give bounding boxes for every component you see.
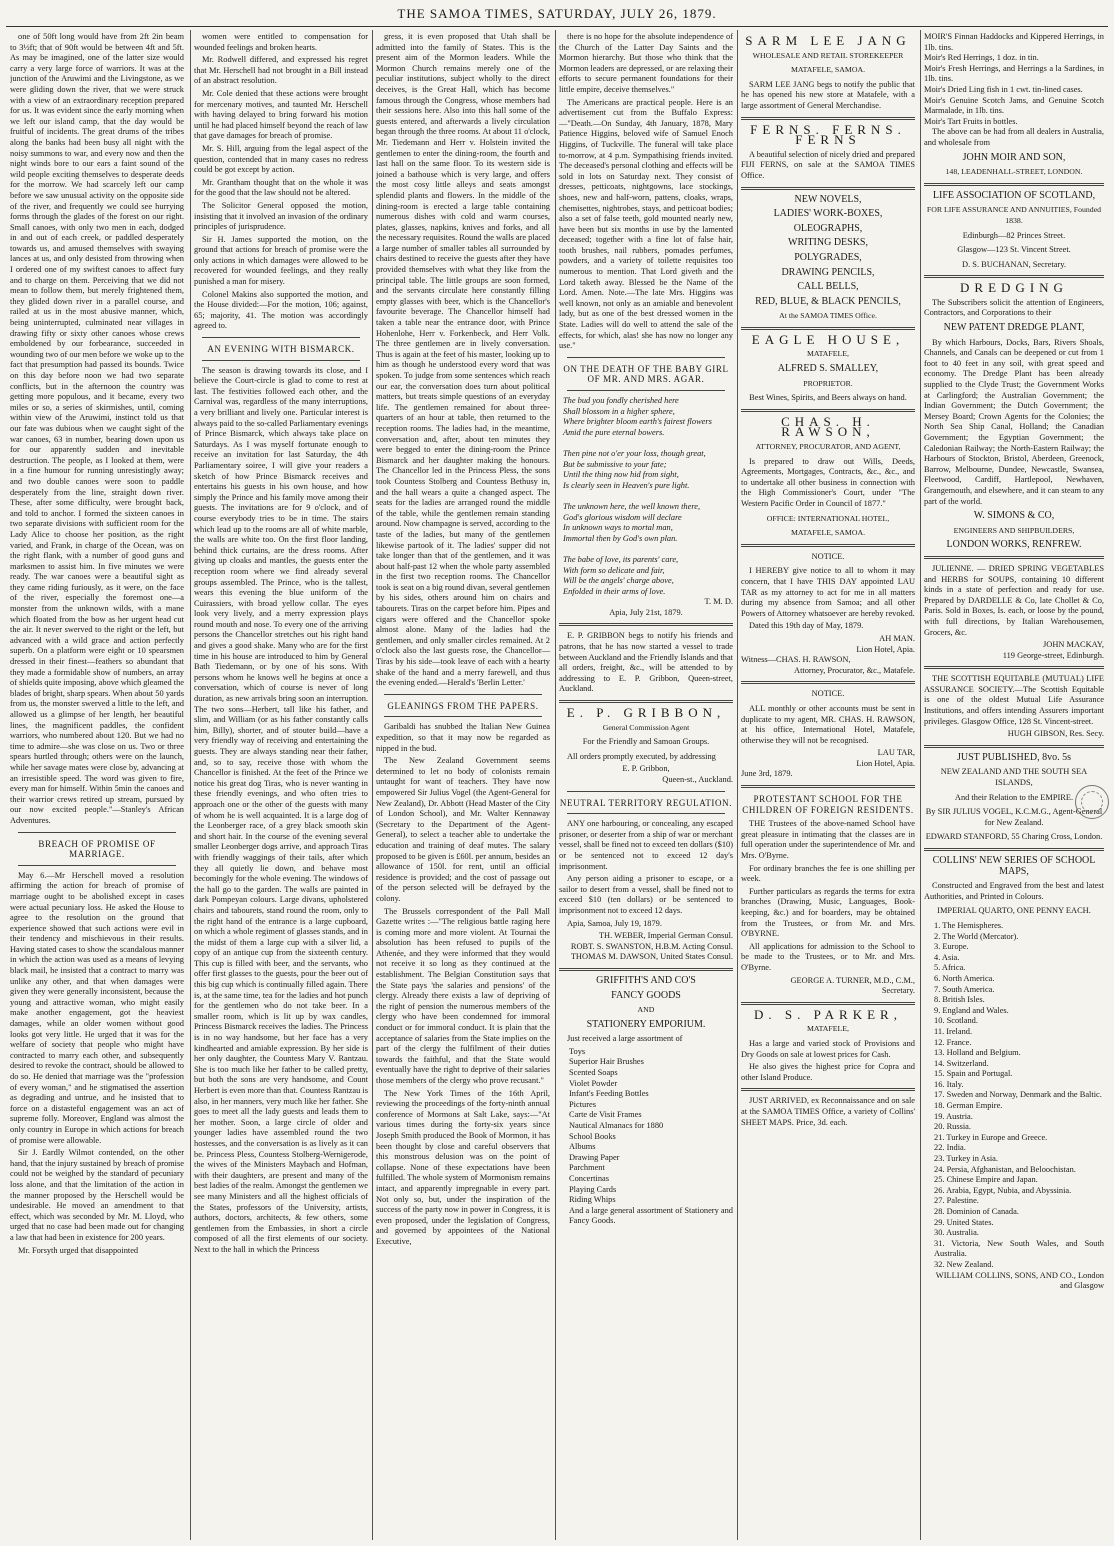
list-item: 20. Russia. xyxy=(934,1122,971,1132)
list-item xyxy=(563,491,733,502)
julienne-sig2: 119 George-street, Edinburgh. xyxy=(1002,650,1104,660)
list-item: Violet Powder xyxy=(569,1078,618,1088)
list-item: 6. North America. xyxy=(934,973,995,983)
list-item: 18. German Empire. xyxy=(934,1101,1003,1111)
list-item: 11. Ireland. xyxy=(934,1026,973,1036)
list-item: Riding Whips xyxy=(569,1195,616,1205)
column-2 xyxy=(194,32,368,1538)
separator xyxy=(384,716,542,717)
list-item: Moir's Red Herrings, 1 doz. in tin. xyxy=(924,53,1039,63)
list-item: 31. Victoria, New South Wales, and South Australia. xyxy=(934,1238,1104,1259)
separator xyxy=(741,681,915,684)
school-head: PROTESTANT SCHOOL FOR THE CHILDREN OF FOREIGN RESIDENTS. xyxy=(742,794,914,815)
griffith-sub2: STATIONERY EMPORIUM. xyxy=(586,1018,706,1030)
rawson-place: MATAFELE, SAMOA. xyxy=(790,528,866,538)
notice1-body: I HEREBY give notice to all to whom it may concern, that I have THIS DAY appointed LAU TAR as my attorney to act for me in all matters during my absence from Samoa; and all other Powers of Attorney whatsoever are hereby revoked. xyxy=(741,566,915,618)
griffith-title: GRIFFITH'S AND CO'S xyxy=(596,974,696,986)
list-item: 19. Austria. xyxy=(934,1111,973,1121)
list-item: 22. India. xyxy=(934,1143,966,1153)
paragraph: Sir J. Eardly Wilmot contended, on the other hand, that the injury sustained by breach of promise could not be weighed by the standard of pecuniary loss alone, and that the limitation of the action in the manner proposed by the Herschell would be undesirable. He moved an amendment to that effect, which was seconded by Mr. M. Lloyd, who urged that no case had been made out for changing a law that had been in existence for 200 years. xyxy=(10,1148,184,1242)
eagle-body: Best Wines, Spirits, and Beers always on hand. xyxy=(749,393,907,403)
just-sub: And their Relation to the EMPIRE. xyxy=(954,792,1074,802)
paragraph: The Americans are practical people. Here is an advertisement cut from the Buffalo Express:—"Death.—On Sunday, 4th January, 1878, Mary Patience Higgins, beloved wife of Samuel Enoch Higgins, of Tuckville. The funeral will take place to-morrow, at 4 p.m. Sympathising friends invited. The deceased's personal clothing and effects will be sold in lots on Saturday next. They consist of dresses, petticoats, nightgowns, lace stockings, shoes, new and half-worn, pattens, cloaks, wraps, chemisettes, nightrobes, stays, and petticoat bodies; also a set of false teeth, gold mounted nearly new, have been but six months in use by the lamented deceased; together with a fine lot of false hair, tooth brushes, nail rubbers, pomades perfumes, powders, and a variety of toilette requisites too numerous to mention. That Lord giveth and the Lord taketh away. Blessed be the Name of the Lord. Amen. Note.—The late Mrs. Higgins was well known, not only as an amiable and benevolent lady, but as one of the best dressed women in the State. Ladies will do well to attend the sale of the effects, for which, alas! she has now no longer any use." xyxy=(559,97,733,351)
list-item: Albums xyxy=(569,1142,596,1152)
novels-list xyxy=(741,195,915,308)
notice1-sig2: Lion Hotel, Apia. xyxy=(856,644,915,654)
list-item: 24. Persia, Afghanistan, and Beloochistan. xyxy=(934,1164,1076,1174)
poem xyxy=(559,396,733,597)
eagle-title: EAGLE HOUSE, xyxy=(751,331,905,347)
library-stamp-icon xyxy=(1075,785,1109,819)
list-item: Pictures xyxy=(569,1099,596,1109)
sarm-body: SARM LEE JANG begs to notify the public that he has opened his new store at Matafele, with a large assortment of General Merchandise. xyxy=(741,79,915,110)
list-item: Drawing Paper xyxy=(569,1152,620,1162)
notice2-sig2: Lion Hotel, Apia. xyxy=(856,758,915,768)
gribbon-sub2: For the Friendly and Samoan Groups. xyxy=(582,737,710,747)
list-item: 14. Switzerland. xyxy=(934,1058,989,1068)
list-item: 8. British Isles. xyxy=(934,995,985,1005)
headline-gleanings: GLEANINGS FROM THE PAPERS. xyxy=(387,700,539,711)
list-item: Carte de Visit Frames xyxy=(569,1110,642,1120)
column-divider xyxy=(555,30,556,1540)
school-sig2: Secretary. xyxy=(881,986,915,996)
list-item: Infant's Feeding Bottles xyxy=(569,1089,649,1099)
just-head: JUST PUBLISHED, 8vo. 5s xyxy=(957,751,1071,763)
list-item: 13. Holland and Belgium. xyxy=(934,1048,1021,1058)
column-4 xyxy=(559,32,733,1538)
list-item: Will be the angels' charge above, xyxy=(563,576,674,586)
list-item: The unknown here, the well known there, xyxy=(563,501,701,511)
list-item: POLYGRADES, xyxy=(794,251,862,263)
list-item: Moir's Tart Fruits in bottles. xyxy=(924,116,1018,126)
paragraph: Further particulars as regards the terms for extra branches (Drawing, Music, Languages, Book-keeping, &c.) and for boarders, may be obtained from the Trustees, or from Mr. and Mrs. O'BYRNE. xyxy=(741,886,915,939)
separator xyxy=(741,327,915,330)
article-bismarck: The season is drawing towards its close, and I believe the Court-circle is glad to come to rest at last. The festivities followed each other, and the Carnival was, regardless of the many interruptions, a very brilliant and lively one. Particular interest is always paid to the so-called Parliamentary evenings of Prince Bismarck, which always take place on Saturdays. As I was myself fortunate enough to receive an invitation for last Saturday, the 4th Parliamentary soiree, I will give your readers a sketch of how Prince Bismarck receives and entertains his guests in his own house, and how simply the Prince and his family move among their guests. The invitations are for 9 o'clock, and of course everybody tries to be in time. The stairs which lead up to the rooms are all of white marble, the walls are white too. On the first floor landing, behind thick curtains, are the dress rooms. After giving up cloaks and mantles, the guests enter the reception room where we find already several groups assembled. The Prince, who is the tallest, wears this evening the blue uniform of the Cuirassiers, with broad yellow collar. The eyes look very lively, and a merry expression plays round mouth and nose. To every one of the arriving persons the Chancellor stretches out his right hand and gives a good shake. Many who are for the first time in his house are introduced to him by General Bath Tiedemann, or by one of his sons. With persons whom he knows well he begins at once a conversation, which of course is never of long duration, as new arrivals bring soon an interruption. The two sons—Herbert, tall like his father, and slim, and William (or as his father constantly calls him, Billy), shorter, and of stouter build—have a very friendly way of receiving and entertaining the guests. They are always standing near their father, and, so to say, receive those with whom the Chancellor is finished. At the feet of the Prince we notice his great dog Tiras, who is never wanting in these friendly evenings, and who often tries to approach one or the other of the guests with many of whom he is well acquainted. It is a large dog of the Leonberger race, of a grey black smooth skin and short hair. In the course of the evening several smaller Leonberger dogs arrive, and approach Tiras with friendly waggings of their tails, after which they all quietly lie down, and behave most becomingly for the whole evening. The windows of the hall go to the garden. The walls are painted in dark Pompeyan colours. Large divans, upholstered chairs and tabourets, stand round the room, only to the right hand of the entrance is a large cupboard, on which a whole regiment of glasses stands, and in the midst of them a large cup with a silver lid, a copy of an antique cup from the sixteenth century. This cup is filled with beer, and the servants, who offer first glasses to the guests, pour the beer out of this big cup which is continually filled again. There is, at the same time, tea for the ladies and hot punch for the gentlemen who do not take beer. In a smaller room, which is lit up by wax candles, Princess Bismarck receives the ladies. The Princess is in no way handsome, but her face has a very kindhearted and amiable expression. By her side is her only daughter, the Countess Mary V. Rantzau. She is too much like her father to be called pretty, but both the sons are very handsome, and Count Herbert is even more than that. Countess Rantzau is also, in her manners, very much like her father. She goes to meet all the lady guests and leads them to her mother. Soon, a large circle of older and younger ladies have assembled round the two hostesses, and the conversation is as lively as it can be. Princess Pless, Countess Stolberg-Wernigerode, the wives of the Ministers Maybach and Hofman, with their daughters, are present and many of the best ladies of the realm. Amongst the gentlemen we see many Ministers and all the highest officials of the States, professors of the University, artists, authors, doctors, architects, & few others, some gentlemen from the Embassies, in short a circle composed of all the first elements of our society. Next to the hall in which the Princess xyxy=(194,365,368,1254)
notice2-sig1: LAU TAR, xyxy=(877,748,915,758)
collins-pub: WILLIAM COLLINS, SONS, AND CO., London and Glasgow xyxy=(935,1270,1104,1291)
julienne-sig1: JOHN MACKAY, xyxy=(1043,640,1104,650)
list-item: 32. New Zealand. xyxy=(934,1259,994,1269)
paragraph: Mr. S. Hill, arguing from the legal aspect of the question, contended that in many cases no redress could be got except by action. xyxy=(194,143,368,175)
separator xyxy=(567,390,725,391)
paragraph: The Solicitor General opposed the motion, insisting that it involved an invasion of the ordinary principles of jurisprudence. xyxy=(194,200,368,232)
paragraph: ANY one harbouring, or concealing, any escaped prisoner, or deserter from a ship of war or merchant vessel, shall be fined not to exceed ten dollars ($10) or be sentenced not to exceed 12 day's imprisonment. xyxy=(559,819,733,871)
moir-dealers: The above can be had from all dealers in Australia, and wholesale from xyxy=(924,127,1104,147)
paragraph: He also gives the highest price for Copra and other Island Produce. xyxy=(741,1062,915,1082)
list-item: Nautical Almanacs for 1880 xyxy=(569,1121,664,1131)
list-item: 23. Turkey in Asia. xyxy=(934,1154,998,1164)
simons-addr: LONDON WORKS, RENFREW. xyxy=(946,539,1082,551)
separator xyxy=(559,700,733,703)
list-item: CALL BELLS, xyxy=(797,281,859,293)
separator xyxy=(924,183,1104,186)
griffith-intro: Just received a large assortment of xyxy=(567,1034,683,1044)
griffith-and: AND xyxy=(637,1005,655,1015)
list-item: TH. WEBER, Imperial German Consul. xyxy=(598,931,733,941)
separator xyxy=(202,360,360,361)
notice1-head: NOTICE. xyxy=(811,551,845,561)
ferns-title: FERNS. FERNS. FERNS xyxy=(750,121,906,148)
list-item: Moir's Genuine Scotch Jams, and Genuine Scotch Marmalade, in 1lb. tins. xyxy=(924,95,1104,116)
list-item: Moir's Dried Ling fish in 1 cwt. tin-lined cases. xyxy=(924,84,1083,94)
list-item: OLEOGRAPHS, xyxy=(793,222,863,234)
paragraph: Colonel Makins also supported the motion, and the House divided:—For the motion, 106; against, 65; majority, 41. The motion was accordingly agreed to. xyxy=(194,289,368,331)
column-6 xyxy=(924,32,1104,1538)
parker-title: D. S. PARKER, xyxy=(754,1006,902,1022)
life-addr1: Edinburgh—82 Princes Street. xyxy=(962,230,1066,240)
school-sig: GEORGE A. TURNER, M.D., C.M., xyxy=(790,975,915,985)
julienne-ad: JULIENNE. — DRIED SPRING VEGETABLES and HERBS for SOUPS, containing 10 different kinds in a state of perfection and ready for use. Prepared by DARDELLE & Co, late Chollet & Co, Paris. Sold in Boxes, Is. each, or loose by the pound, with full directions, by Italian Warehousemen, Grocers, &c. xyxy=(924,563,1104,637)
notice2-body: ALL monthly or other accounts must be sent in duplicate to my agent, MR. CHAS. H. RAWSON, at his office, International Hotel, Matafele, otherwise they will not be recognised. xyxy=(741,703,915,745)
column-divider xyxy=(737,30,738,1540)
moir-name: JOHN MOIR AND SON, xyxy=(962,151,1066,163)
paragraph: Sir H. James supported the motion, on the ground that actions for breach of promise were the only actions in which damages were allowed to be recovered for wounded feelings, and they really punished a man for misery. xyxy=(194,234,368,287)
gribbon-orders: All orders promptly executed, by addressing xyxy=(567,751,716,761)
separator xyxy=(18,865,176,866)
list-item: Where brighter bloom earth's fairest flowers xyxy=(563,417,712,427)
life-addr2: Glasgow—123 St. Vincent Street. xyxy=(957,245,1071,255)
parker-place: MATAFELE, xyxy=(806,1024,850,1034)
list-item: 4. Asia. xyxy=(934,952,960,962)
gribbon-sign2: Queen-st., Auckland. xyxy=(662,775,733,784)
sarm-place: MATAFELE, SAMOA. xyxy=(790,65,866,75)
paragraph: Mr. Grantham thought that on the whole it was for the good that the law should not be altered. xyxy=(194,177,368,198)
list-item: RED, BLUE, & BLACK PENCILS, xyxy=(755,295,901,307)
list-item: 17. Sweden and Norway, Denmark and the Baltic. xyxy=(934,1090,1102,1100)
headline-neutral-territory: NEUTRAL TERRITORY REGULATION. xyxy=(559,797,733,808)
eagle-role: PROPRIETOR. xyxy=(803,378,853,388)
list-item: 12. France. xyxy=(934,1037,972,1047)
list-item: 9. England and Wales. xyxy=(934,1005,1009,1015)
life-sec: D. S. BUCHANAN, Secretary. xyxy=(962,259,1066,269)
list-item: DRAWING PENCILS, xyxy=(781,266,875,278)
list-item: LADIES' WORK-BOXES, xyxy=(773,208,883,220)
article-stanley: one of 50ft long would have from 2ft 2in beam to 3½ft; that of 90ft would be between 4ft and 5ft. As may be imagined, one of the latter size would carry a very large force of warriors. It was at the junction of the Aruwimi and the Livingstone, as we were gliding down the river, that we were struck with a view of an extraordinary reception prepared for us. It was evident since the early morning when we left our island camp, that the day would be fruitful of incidents. The great drums of the tribes along the banks had been busy all night with the noisy summons to war, and every now and then the night winds bore to our ears a faint sound of the wild people exciting themselves to desperate deeds for the morrow. We had scarcely left our camp before we saw unusual activity on the opposite side of the river, and frequently we could see hurrying forms through the glades of the forest on our right. Small canoes, with only two men in each, dodged in and out of each creek, or paddled desperately towards us, and amused themselves with swaying lances at us, and only desisted from throwing when I ordered one of my swiftest canoes to affect fury and to charge on them. Perceiving that we did not mean to follow them, but merely frightened them, they glided down river in a parallel course, and railed at us in the most abusive manner, which, being uninterrupted, culminated near villages in drawing fifty or sixty other canoes whose crews emboldened by our forbearance, succeeded in wounding two of our men before we woke up to the fact that presumption had passed its bounds. Twice on this day before noon we had two separate conflicts, but in the afternoon the country was getting more populous, and it became, every two miles or so, a series of skirmishes, until, coming within view of the Aruwimi, instinct told us that our fate was dubious when we caught sight of the war canoes, 63 in number, bearing down upon us for our apparently sudden and inevitable destruction. The people, as I looked at them, were in a fine humour for running unresistingly away; and two double canoes were soon to paddle desperately from the line, straight down river. These, after some difficulty, were brought back, and told to anchor. I formed the sixteen canoes in two separate divisions with sufficient room for the Lady Alice to choose her position, as the right varied, and Frank, in charge of the Ocean, was on the right flank, with a number of good guns and marksmen to assist him. In five minutes we were ready. The war canoes were a beautiful sight as they came riding furiously, as it were, on the face of the river, especially the foremost one—a monster from the unknown wilds, with a mane which floated from the bow as her urgent head cut the air. It never swerved to the right or the left, but advanced with a wild grace and action perfectly superb. On a platform were eight or 10 spearsmen dressed in their finest—feathers so abundant that they made a formidable show of numbers, an array of shields quite imposing, above which gleamed the blades of bright, sharp spears. When about 50 yards from us, the monster swerved a little to the left, and allowed us a glimpse of her length, her beautiful lines, the magnificent paddles, the confident warriors, who numbered about 120. But we had no time to admire—she was close on us. Two or three spears hurtled through; others were on the launch, while her savage mates were close by, advancing at an irresistible speed. The word was given to fire, every man for himself. Within 5min the canoes and their warrior crews retired up stream, pursued by our now excited people."—Stanley's African Adventures. xyxy=(10,32,184,825)
list-item: 2. The World (Mercator). xyxy=(934,931,1019,941)
headline-evening-with-bismarck: AN EVENING WITH BISMARCK. xyxy=(207,344,355,355)
notice1-witness2: Attorney, Procurator, &c., Matafele. xyxy=(794,665,915,675)
separator xyxy=(741,187,915,190)
separator xyxy=(384,694,542,695)
list-item: Then pine not o'er your loss, though great, xyxy=(563,448,706,458)
consul-signatures xyxy=(559,931,733,963)
separator xyxy=(741,544,915,547)
paragraph: All applications for admission to the School to be made to the Trustees, or to Mr. and Mrs. O'Byrne. xyxy=(741,941,915,972)
separator xyxy=(202,337,360,338)
column-divider xyxy=(190,30,191,1540)
just-title: NEW ZEALAND AND THE SOUTH SEA ISLANDS, xyxy=(940,767,1088,788)
gribbon-sub: General Commission Agent xyxy=(602,722,690,732)
separator xyxy=(741,117,915,120)
headline-breach-of-promise: BREACH OF PROMISE OF MARRIAGE. xyxy=(38,838,156,860)
paragraph: Mr. Cole denied that these actions were brought for mercenary motives, and taunted Mr. Herschell with having delayed to bring forward his motion until he had placed himself beyond the reach of law that gave damages for breach of promise. xyxy=(194,88,368,141)
poem-signature: T. M. D. xyxy=(704,597,733,607)
life-sub: FOR LIFE ASSURANCE AND ANNUITIES, Founded 1838. xyxy=(926,205,1102,225)
list-item: 7. South America. xyxy=(934,984,995,994)
paragraph: Any person aiding a prisoner to escape, or a sailor to desert from a vessel, shall be fined not to exceed $10 (ten dollars) or be sentenced to imprisonment not to exceed 12 days. xyxy=(559,874,733,915)
eagle-place: MATAFELE, xyxy=(806,349,850,359)
separator xyxy=(741,409,915,412)
list-item: MOIR'S Finnan Haddocks and Kippered Herrings, in 1lb. tins. xyxy=(924,32,1104,52)
paragraph: Constructed and Engraved from the best and latest Authorities, and Printed in Colours. xyxy=(924,881,1104,901)
list-item: THOMAS M. DAWSON, United States Consul. xyxy=(570,952,733,962)
gribbon-notice: E. P. GRIBBON begs to notify his friends and patrons, that he has now started a vessel to trade between Auckland and the Friendly Islands and that all orders, freight, &c., will be attended to by addressing to E. P. Gribbon, Queen-street, Auckland. xyxy=(559,631,733,694)
list-item: School Books xyxy=(569,1131,616,1141)
list-item: 3. Europe. xyxy=(934,942,969,952)
separator xyxy=(18,832,176,833)
collins-map-list xyxy=(924,921,1104,1271)
paragraph: By which Harbours, Docks, Bars, Rivers Shoals, Channels, and Canals can be deepened or cut from 1 foot to 40 feet in any soil, with great speed and economy. The Dredge Plant has been already supplied to the Clyde Trust; the Government Works at Carlingford; the Australian Government; the Indian Government; the Dutch Government; the Mersey Board; Crown Agents for the Colonies; the North Sea Ship Canal, Holland; the Canadian Government; the Egyptian Government; the Caledonian Railway; the North-Eastern Railway; the Harbours of Stockton, Bristol, Aberdeen, Greenock, Barrow, Melbourne, Dundee, Newcastle, Swansea, Fleetwood, Cardiff, Hartlepool, Newhaven, Grangemouth, and elsewhere, and it can steam to any part of the world. xyxy=(924,337,1104,506)
paragraph: For ordinary branches the fee is one shilling per week. xyxy=(741,863,915,884)
separator xyxy=(741,1088,915,1091)
moir-items xyxy=(924,32,1104,127)
list-item: Immortal then by God's own plan. xyxy=(563,533,678,543)
notice1-witness: Witness—CHAS. H. RAWSON, xyxy=(741,655,851,665)
list-item: 10. Scotland. xyxy=(934,1016,978,1026)
dredging-title: DREDGING xyxy=(960,280,1068,296)
list-item: ROBT. S. SWANSTON, H.B.M. Acting Consul. xyxy=(570,941,733,951)
separator xyxy=(567,813,725,814)
separator xyxy=(559,623,733,626)
notice2-date: June 3rd, 1879. xyxy=(741,769,793,779)
list-item: Parchment xyxy=(569,1163,605,1173)
novels-at: At the SAMOA TIMES Office. xyxy=(779,311,877,321)
list-item: 5. Africa. xyxy=(934,963,966,973)
list-item: Playing Cards xyxy=(569,1184,617,1194)
separator xyxy=(741,785,915,788)
list-item: The bud you fondly cherished here xyxy=(563,396,679,405)
list-item: Toys xyxy=(569,1046,586,1056)
dredging-head: NEW PATENT DREDGE PLANT, xyxy=(943,322,1085,334)
list-item: Scented Soaps xyxy=(569,1068,618,1078)
equitable-sig: HUGH GIBSON, Res. Secy. xyxy=(1007,729,1104,739)
paragraph: The New Zealand Government seems determined to let no body of colonists remain untaught for want of teachers. They have now empowered Sir Julius Vogel (the Agent-General for New Zealand), Dr. Abbott (Head Master of the City of London School), and Mr. Walter Kennaway (Secretary to the Department of the Agent-General), to select a teacher able to undertake the education and training of deaf mutes. The salary proposed to be given is £60l. per annum, besides an allowance of 150l. for rent, until an official residence is provided; and the cost of passage out of the person selected will be defrayed by the colony. xyxy=(376,756,550,903)
paragraph: there is no hope for the absolute independence of the Church of the Latter Day Saints and the Mormon hierarchy. But those who think that the Mormon leaders are depressed, or are relaxing their efforts to secure permanent foundations for their little empire, deceive themselves." xyxy=(559,32,733,94)
list-item xyxy=(563,438,733,449)
list-item: 1. The Hemispheres. xyxy=(934,920,1004,930)
separator xyxy=(741,1002,915,1005)
notice2-head: NOTICE. xyxy=(811,689,845,699)
just-arrived-notice: JUST ARRIVED, ex Reconnaissance and on sale at the SAMOA TIMES Office, a variety of Collins' SHEET MAPS. Price, 3d. each. xyxy=(741,1096,915,1127)
separator xyxy=(567,791,725,792)
list-item: Moir's Fresh Herrings, and Herrings a la Sardines, in 1lb. tins. xyxy=(924,63,1104,84)
paragraph: Garibaldi has snubbed the Italian New Guinea expedition, so that it may now be regarded as nipped in the bud. xyxy=(376,722,550,753)
paragraph: Apia, Samoa, July 19, 1879. xyxy=(567,918,662,928)
list-item: The babe of love, its parents' care, xyxy=(563,554,679,564)
list-item: Enfolded in their arms of love. xyxy=(563,586,666,596)
list-item: NEW NOVELS, xyxy=(794,193,862,205)
griffith-items xyxy=(559,1047,733,1227)
list-item: 25. Chinese Empire and Japan. xyxy=(934,1175,1038,1185)
moir-addr: 148, LEADENHALL-STREET, LONDON. xyxy=(945,167,1083,177)
paragraph: May 6.—Mr Herschell moved a resolution affirming the action for breach of promise of marriage ought to be abolished except in cases were actual pecuniary loss. He asked the House to agree to the resolution on the ground that experience showed that such actions were evil in their tendency and mischievous in their results. Having stated cases to show the scandalous manner in which the action was used as a means of levying black mail, he insisted that a contract to marry was unlike any other, and that when damages were given they were generally inconsistent, because the young and attractive woman, who might easily make another engagement, got the heaviest damages, while an older women without good looks got very little. He urged that it was for the welfare of society that people who might have contracted to marry each other, and subsequently desired to revoke the contract, should be allowed to do so. He denied that marriage was the "profession of every woman," and he stigmatised the assertion as degrading and untrue, and he insisted that to force on a distasteful engagement was an act of supreme folly. Moreover, England was almost the only country in Europe in which actions for breach of promise were allowable. xyxy=(10,870,184,1145)
paragraph: THE Trustees of the above-named School have great pleasure in intimating that the classes are in full operation under the superintendence of Mr. and Mrs. O'Byrne. xyxy=(741,819,915,861)
paragraph: Mr. Forsyth urged that disappointed xyxy=(18,1245,139,1255)
paragraph: The Brussels correspondent of the Pall Mall Gazette writes :—"The religious battle raging here is coming more and more violent. At Tournai the absolution has been refused to pupils of the Athenée, and they were informed that they would not receive it so long as they continued at the establishment. The Belgian Constitution says that the State pays 'the salaries and pensions' of the clergy. Already there exists a law of depriving of the right of pension the numerous members of the clergy who have been condemned for immoral conduct or for immoral conduct. It is plain that the acceptance of salaries from the State implies on the part of the clergy the fulfilment of their duties towards the faithful, and that the State would eventually have the right to deprive of their salaries those members of the clergy who prove recusant." xyxy=(376,906,550,1085)
headline-poem: ON THE DEATH OF THE BABY GIRL OF MR. AND MRS. AGAR. xyxy=(563,363,729,385)
article-bismarck-cont: gress, it is even proposed that Utah shall be admitted into the family of States. This is the present aim of the Mormon leaders. While the Mormon Church remains merely one of the peculiar institutions, subject wholly to the direct deceives, is the Great Hall, which has become famous through the Congress, whose members had their sessions here. Also into this hall some of the guests entered, and afterwards a lively circulation began through the three rooms. At about 11 o'clock, Mr. Tiedemann and Herr v. Holstein invited the gentlemen to enter the dining-room, the fourth and last hall on the same floor. To its western side is joined a bathouse which is very large, and offers the most cosy little alleys and seats amongst splendid plants and flowers. In the middle of the dining-room is erected a large table containing numerous dishes with cold and warm courses, plates, glasses, napkins, knives and forks, and all the necessary requisites. Round the walls are placed a large number of smaller tables all surrounded by chairs destined to receive the guests after they have provided themselves with what they like from the principal table. The little groups are soon formed, and the servants circulate here constantly filling empty glasses with beer, which is the Chancellor's favourite beverage. The Chancellor himself had taken a table near the entrance door, with Prince Hohenlohe, Herr v. Forkenbeck, and Herr Volk. The three gentlemen are in lively conversation. Thus is again at the feet of his master, looking up to him as though he understood every word that was spoken. To judge from some sentences which reach our ear, the conversation does turn about political matters, but treats simple questions of an everyday life. The gentlemen remained for about three-quarters of an hour at table, then returned to the reception rooms. The ladies had, in the meantime, conversation and, after, about ten minutes they were begged to enter the dining-room the Prince Bismarck and her daughter making the honours. The Chancellor led in the Princess Pless, the sons took Countess Stolberg and Countess Bethusy in, and the hall wears a quite a changed aspect. The seats for the ladies are arranged round the middle of the table, while the gentlemen remain standing around. Now champagne is served, according to the taste of the ladies, but many of the gentlemen likewise partook of it. The ladies' supper did not take longer than that of the gentlemen, and it was about half-past 12 when the whole party assembled in the first two reception rooms. The Chancellor took is seat on a big round divan, several gentlemen by his sides, others around him on chairs and tabourets. Tiras on the carpet before him. Pipes and cigars were offered and the Chancellor spoke almost alone. Many of the ladies had the gentlemen, and only smaller circles remained. At 2 o'clock also the last guests rose, the Chancellor—Tiras by his side—took leave of each with a hearty shake of the hand and a merry farewell, and thus the evening ended.—Herald's 'Berlin Letter.' xyxy=(376,32,550,688)
simons-name: W. SIMONS & CO, xyxy=(973,510,1055,522)
sarm-title: SARM LEE JANG xyxy=(745,33,911,48)
list-item: 26. Arabia, Egypt, Nubia, and Abyssinia. xyxy=(934,1185,1072,1195)
separator xyxy=(924,666,1104,669)
list-item: God's glorious wisdom will declare xyxy=(563,512,682,522)
list-item: Superior Hair Brushes xyxy=(569,1057,644,1067)
list-item xyxy=(563,544,733,555)
list-item: With form so delicate and fair, xyxy=(563,565,665,575)
list-item: Until the thing now hid from sight, xyxy=(563,470,679,480)
rawson-title: CHAS. H. RAWSON, xyxy=(781,413,875,440)
ferns-body: A beautiful selection of nicely dried and prepared FIJI FERNS, on sale at the SAMOA TIMES Office. xyxy=(741,149,915,180)
list-item: In unknown ways to mortal man, xyxy=(563,523,673,533)
separator xyxy=(924,556,1104,559)
list-item: WRITING DESKS, xyxy=(788,237,868,249)
column-5 xyxy=(741,32,915,1538)
list-item: 21. Turkey in Europe and Greece. xyxy=(934,1132,1048,1142)
list-item: 27. Palestine. xyxy=(934,1196,979,1206)
collins-p2: IMPERIAL QUARTO, ONE PENNY EACH. xyxy=(937,906,1091,916)
gribbon-sign1: E. P. Gribbon, xyxy=(622,764,670,774)
life-title: LIFE ASSOCIATION OF SCOTLAND, xyxy=(932,189,1096,201)
paragraph: The New York Times of the 16th April, reviewing the proceedings of the forty-ninth annual conference of Mormons at Salt Lake, says:—"At various times during the forty-six years since Joseph Smith produced the Book of Mormon, it has been thought by close and careful observers that this monstrous delusion was on the point of collapse. None of these expectations have been fulfilled. The whole system of Mormonism remains intact, and apparently impregnable in every part. Not only so, but, under the inspiration of the success of the party now in power in Congress, it is even proposed, under the legislation of Congress, and governed by appointees of the National Executive, xyxy=(376,1088,550,1246)
list-item: 28. Dominion of Canada. xyxy=(934,1207,1019,1216)
simons-sub: ENGINEERS AND SHIPBUILDERS, xyxy=(953,525,1075,535)
separator xyxy=(924,745,1104,748)
just-pub: EDWARD STANFORD, 55 Charing Cross, London. xyxy=(925,832,1103,842)
notice1-date: Dated this 19th day of May, 1879. xyxy=(749,621,864,631)
masthead-rule xyxy=(6,26,1108,27)
column-divider xyxy=(920,30,921,1540)
notice1-sig1: AH MAN. xyxy=(879,633,915,643)
list-item: 15. Spain and Portugal. xyxy=(934,1069,1013,1079)
separator xyxy=(924,275,1104,278)
griffith-sub1: FANCY GOODS xyxy=(611,989,681,1001)
separator xyxy=(559,968,733,971)
equitable-ad: THE SCOTTISH EQUITABLE (MUTUAL) LIFE ASSURANCE SOCIETY.—The Scottish Equitable is one of the oldest Mutual Life Assurance Institutions, and offers intending Assurers important privileges. Glasgow Office, 128 St. Vincent-street. xyxy=(924,674,1104,726)
column-3 xyxy=(376,32,550,1538)
separator xyxy=(567,357,725,358)
list-item: Amid the pure eternal bowers. xyxy=(563,427,665,437)
poem-place: Apia, July 21st, 1879. xyxy=(609,607,683,617)
separator xyxy=(924,848,1104,851)
paragraph: Has a large and varied stock of Provisions and Dry Goods on sale at lowest prices for Cash. xyxy=(741,1038,915,1059)
just-by: By SIR JULIUS VOGEL, K.C.M.G., Agent-General for New Zealand. xyxy=(925,807,1103,827)
sarm-sub: WHOLESALE AND RETAIL STOREKEEPER xyxy=(752,50,904,60)
list-item: 30. Australia. xyxy=(934,1228,979,1238)
list-item: Is clearly seen in Heaven's pure light. xyxy=(563,480,690,490)
rawson-sub: ATTORNEY, PROCURATOR, AND AGENT, xyxy=(755,442,901,452)
paragraph: women were entitled to compensation for wounded feelings and broken hearts. xyxy=(194,32,368,52)
paragraph: The Subscribers solicit the attention of Engineers, Contractors, and Corporations to their xyxy=(924,297,1104,318)
list-item: 29. United States. xyxy=(934,1217,994,1227)
column-divider xyxy=(372,30,373,1540)
column-1 xyxy=(10,32,184,1538)
paragraph: Mr. Rodwell differed, and expressed his regret that Mr. Herschell had not brought in a Bill instead of an abstract resolution. xyxy=(194,55,368,86)
collins-head: COLLINS' NEW SERIES OF SCHOOL MAPS, xyxy=(932,855,1096,877)
rawson-office: OFFICE: INTERNATIONAL HOTEL, xyxy=(766,513,890,523)
masthead: THE SAMOA TIMES, SATURDAY, JULY 26, 1879. xyxy=(397,6,717,21)
list-item: But be submissive to your fate; xyxy=(563,459,667,469)
eagle-name: ALFRED S. SMALLEY, xyxy=(777,363,879,375)
list-item: And a large general assortment of Stationery and Fancy Goods. xyxy=(569,1205,733,1226)
list-item: Concertinas xyxy=(569,1174,610,1183)
rawson-body: Is prepared to draw out Wills, Deeds, Agreements, Mortgages, Contracts, &c., &c., and to undertake all other business in connection with the High Commissioner's Court, under "The Western Pacific Order in Council of 1877." xyxy=(741,456,915,508)
list-item: Shall blossom in a higher sphere, xyxy=(563,406,675,416)
gribbon-name: E. P. GRIBBON, xyxy=(566,705,726,721)
list-item: 16. Italy. xyxy=(934,1079,964,1089)
